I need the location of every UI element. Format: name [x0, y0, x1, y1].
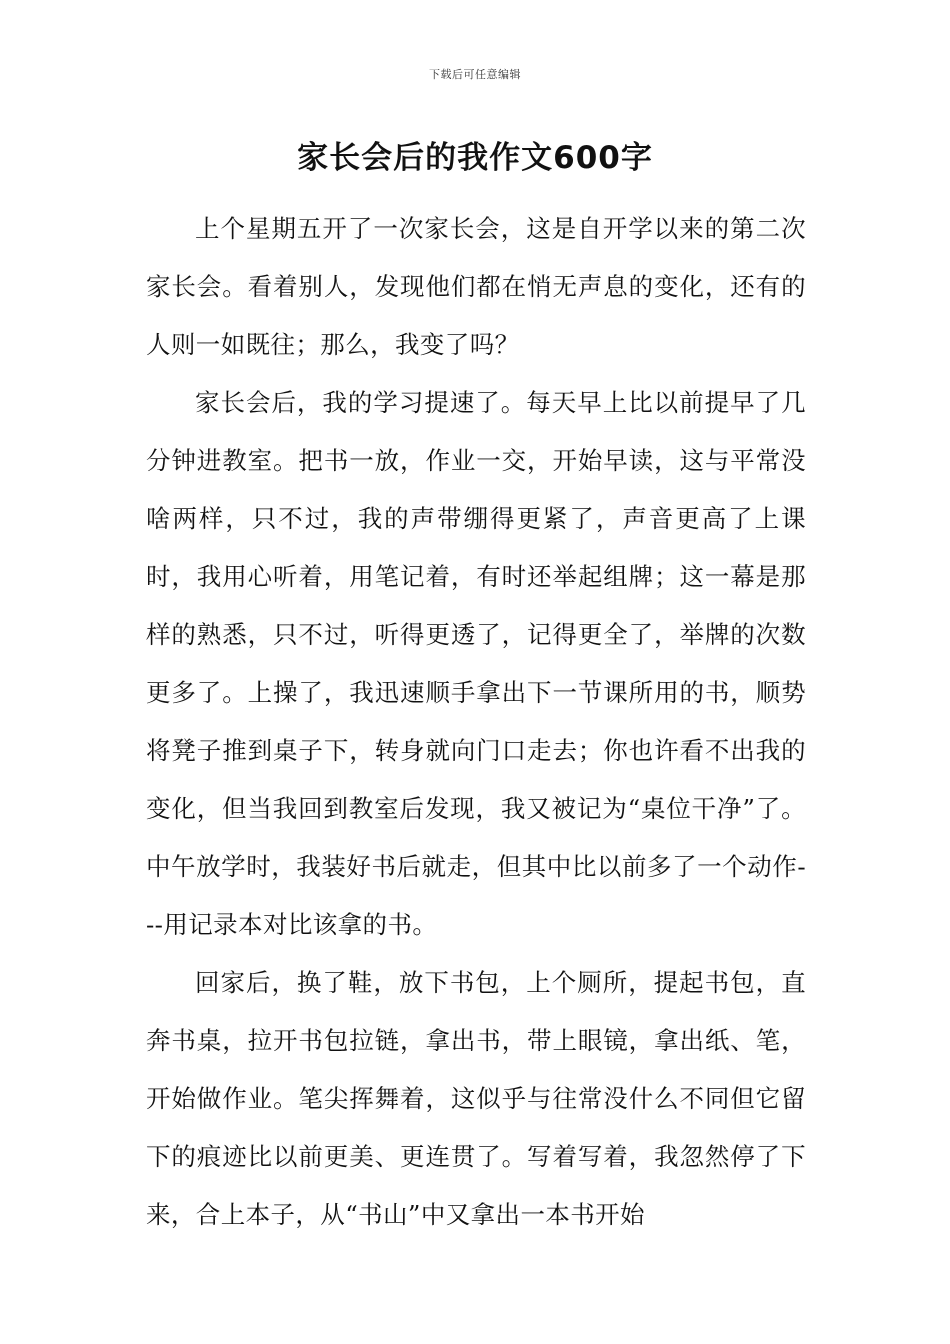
document-title: 家长会后的我作文600字 — [297, 140, 653, 176]
paragraph-1: 上个星期五开了一次家长会，这是自开学以来的第二次家长会。看着别人，发现他们都在悄无声息的变化，还有的人则一如既往；那么，我变了吗？ — [146, 214, 806, 359]
header-note: 下载后可任意编辑 — [429, 68, 521, 81]
document-body — [146, 200, 806, 1244]
paragraph-2: 家长会后，我的学习提速了。每天早上比以前提早了几分钟进教室。把书一放，作业一交，开始早读，这与平常没啥两样，只不过，我的声带绷得更紧了，声音更高了上课时，我用心听着，用笔记着，有时还举起组牌；这一幕是那样的熟悉，只不过，听得更透了，记得更全了，举牌的次数更多了。上操了，我迅速顺手拿出下一节课所用的书，顺势将凳子推到桌子下，转身就向门口走去；你也许看不出我的变化，但当我回到教室后发现，我又被记为“桌位干净”了。中午放学时，我装好书后就走，但其中比以前多了一个动作---用记录本对比该拿的书。 — [146, 388, 806, 939]
paragraph-3: 回家后，换了鞋，放下书包，上个厕所，提起书包，直奔书桌，拉开书包拉链，拿出书，带上眼镜，拿出纸、笔，开始做作业。笔尖挥舞着，这似乎与往常没什么不同但它留下的痕迹比以前更美、更连贯了。写着写着，我忽然停了下来，合上本子，从“书山”中又拿出一本书开始 — [146, 968, 806, 1229]
